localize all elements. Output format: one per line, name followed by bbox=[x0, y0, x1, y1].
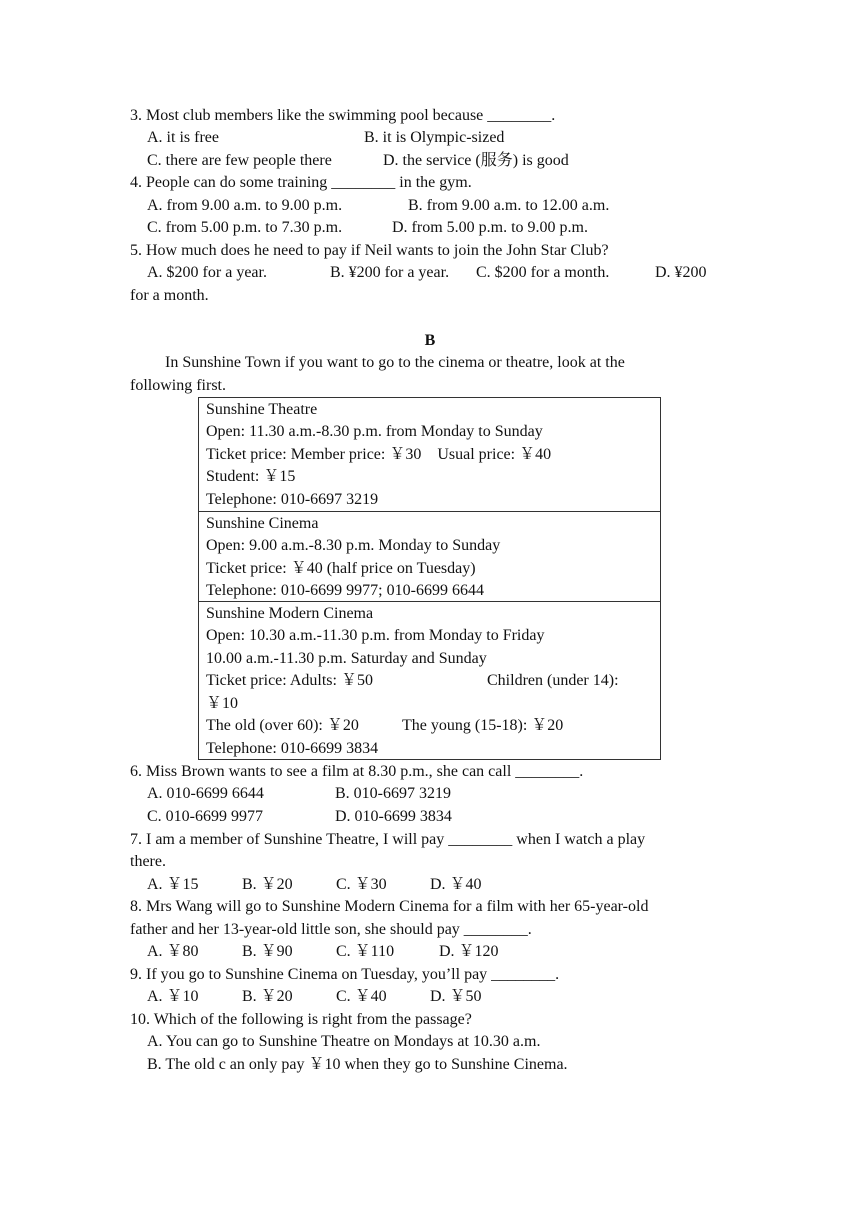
question-8-option-d: D. ￥120 bbox=[439, 943, 499, 960]
theatre-telephone: Telephone: 010-6697 3219 bbox=[206, 491, 379, 508]
question-5-option-d-continued: for a month. bbox=[130, 287, 209, 304]
question-9-option-d: D. ￥50 bbox=[430, 988, 482, 1005]
question-9-stem: 9. If you go to Sunshine Cinema on Tuesday, you’ll pay ________. bbox=[130, 966, 560, 983]
section-b-intro-line-1: In Sunshine Town if you want to go to the cinema or theatre, look at the bbox=[165, 354, 625, 371]
question-4-option-a: A. from 9.00 a.m. to 9.00 p.m. bbox=[147, 197, 343, 214]
question-8-option-b: B. ￥90 bbox=[242, 943, 293, 960]
section-b-intro-line-2: following first. bbox=[130, 377, 226, 394]
question-4-stem: 4. People can do some training ________ in the gym. bbox=[130, 174, 472, 191]
question-9-option-c: C. ￥40 bbox=[336, 988, 387, 1005]
question-6-option-a: A. 010-6699 6644 bbox=[147, 785, 264, 802]
question-3-option-a: A. it is free bbox=[147, 129, 219, 146]
question-3-option-b: B. it is Olympic-sized bbox=[364, 129, 505, 146]
question-9-option-b: B. ￥20 bbox=[242, 988, 293, 1005]
question-4-option-d: D. from 5.00 p.m. to 9.00 p.m. bbox=[392, 219, 588, 236]
question-5-option-d: D. ¥200 bbox=[655, 264, 707, 281]
cinema-telephone: Telephone: 010-6699 9977; 010-6699 6644 bbox=[206, 582, 484, 599]
theatre-student-price: Student: ￥15 bbox=[206, 468, 296, 485]
cinema-open: Open: 9.00 a.m.-8.30 p.m. Monday to Sunday bbox=[206, 537, 501, 554]
question-7-stem-line-2: there. bbox=[130, 853, 166, 870]
theatre-name: Sunshine Theatre bbox=[206, 401, 318, 418]
question-5-option-a: A. $200 for a year. bbox=[147, 264, 267, 281]
question-7-option-d: D. ￥40 bbox=[430, 876, 482, 893]
theatre-price: Ticket price: Member price: ￥30 Usual price: ￥40 bbox=[206, 446, 552, 463]
question-10-option-b: B. The old c an only pay ￥10 when they go to Sunshine Cinema. bbox=[147, 1056, 568, 1073]
question-4-option-b: B. from 9.00 a.m. to 12.00 a.m. bbox=[408, 197, 610, 214]
table-cell-sunshine-cinema bbox=[198, 511, 661, 602]
question-3-stem: 3. Most club members like the swimming pool because ________. bbox=[130, 107, 556, 124]
table-cell-sunshine-theatre bbox=[198, 397, 661, 512]
cinema-price: Ticket price: ￥40 (half price on Tuesday) bbox=[206, 560, 476, 577]
question-3-option-d: D. the service (服务) is good bbox=[383, 152, 569, 169]
modern-cinema-open-weekend: 10.00 a.m.-11.30 p.m. Saturday and Sunday bbox=[206, 650, 487, 667]
question-7-stem-line-1: 7. I am a member of Sunshine Theatre, I will pay ________ when I watch a play bbox=[130, 831, 646, 848]
question-7-option-a: A. ￥15 bbox=[147, 876, 199, 893]
question-8-stem-line-2: father and her 13-year-old little son, she should pay ________. bbox=[130, 921, 532, 938]
question-6-option-c: C. 010-6699 9977 bbox=[147, 808, 263, 825]
modern-cinema-telephone: Telephone: 010-6699 3834 bbox=[206, 740, 379, 757]
question-5-option-b: B. ¥200 for a year. bbox=[330, 264, 450, 281]
modern-cinema-young-price: The young (15-18): ￥20 bbox=[402, 717, 564, 734]
question-8-option-a: A. ￥80 bbox=[147, 943, 199, 960]
modern-cinema-children-label: Children (under 14): bbox=[487, 672, 619, 689]
question-6-option-b: B. 010-6697 3219 bbox=[335, 785, 451, 802]
modern-cinema-adult-price: Ticket price: Adults: ￥50 bbox=[206, 672, 373, 689]
question-7-option-b: B. ￥20 bbox=[242, 876, 293, 893]
question-6-option-d: D. 010-6699 3834 bbox=[335, 808, 452, 825]
modern-cinema-name: Sunshine Modern Cinema bbox=[206, 605, 374, 622]
question-8-option-c: C. ￥110 bbox=[336, 943, 395, 960]
modern-cinema-old-price: The old (over 60): ￥20 bbox=[206, 717, 359, 734]
question-3-option-c: C. there are few people there bbox=[147, 152, 332, 169]
question-7-option-c: C. ￥30 bbox=[336, 876, 387, 893]
theatre-open: Open: 11.30 a.m.-8.30 p.m. from Monday to Sunday bbox=[206, 423, 543, 440]
question-5-option-c: C. $200 for a month. bbox=[476, 264, 610, 281]
modern-cinema-open-weekdays: Open: 10.30 a.m.-11.30 p.m. from Monday to Friday bbox=[206, 627, 545, 644]
cinema-name: Sunshine Cinema bbox=[206, 515, 319, 532]
question-10-option-a: A. You can go to Sunshine Theatre on Mondays at 10.30 a.m. bbox=[147, 1033, 541, 1050]
question-10-stem: 10. Which of the following is right from the passage? bbox=[130, 1011, 472, 1028]
question-6-stem: 6. Miss Brown wants to see a film at 8.30 p.m., she can call ________. bbox=[130, 763, 584, 780]
table-cell-sunshine-modern-cinema bbox=[198, 601, 661, 760]
question-8-stem-line-1: 8. Mrs Wang will go to Sunshine Modern Cinema for a film with her 65-year-old bbox=[130, 898, 649, 915]
modern-cinema-children-price: ￥10 bbox=[206, 695, 239, 712]
question-4-option-c: C. from 5.00 p.m. to 7.30 p.m. bbox=[147, 219, 343, 236]
question-5-stem: 5. How much does he need to pay if Neil wants to join the John Star Club? bbox=[130, 242, 609, 259]
question-9-option-a: A. ￥10 bbox=[147, 988, 199, 1005]
section-b-heading: B bbox=[424, 332, 436, 349]
